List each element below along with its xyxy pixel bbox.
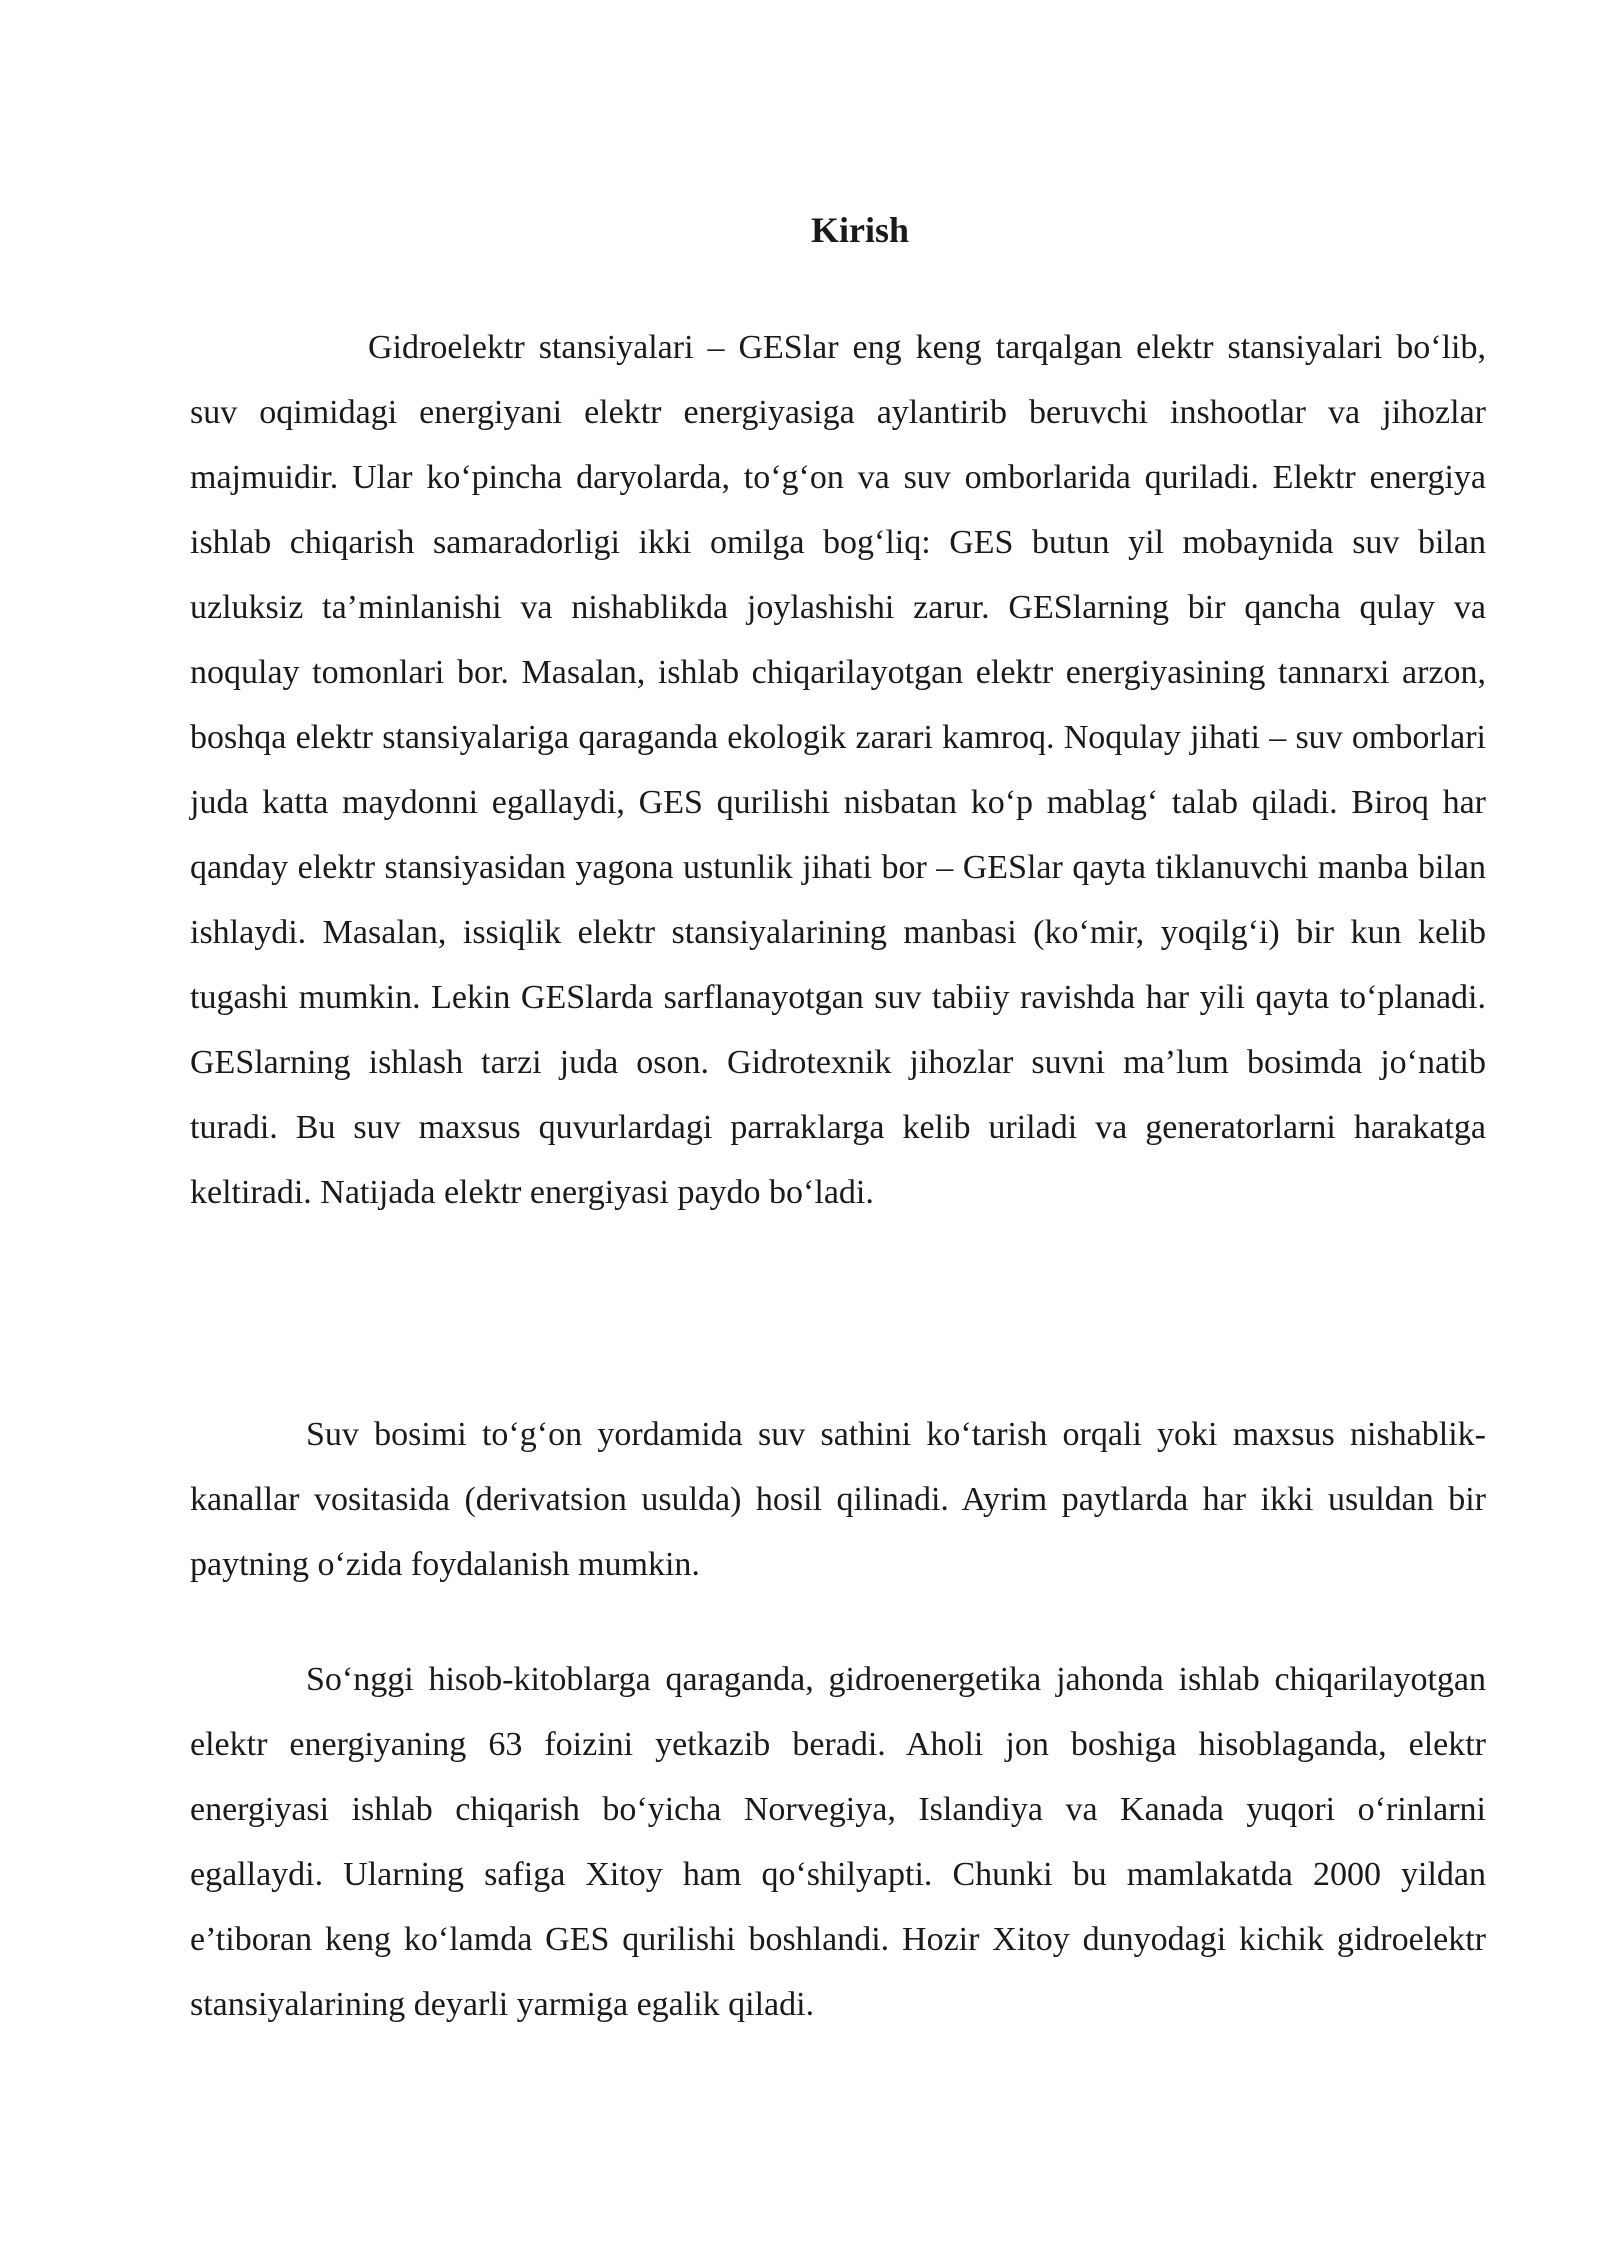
paragraph-intro: Gidroelektr stansiyalari – GESlar eng keng tarqalgan elektr stansiyalari bo‘lib, suv oqimidagi energiyani elektr energiyasiga aylantirib beruvchi inshootlar va jihozlar majmuidir. Ular ko‘pincha daryolarda, to‘g‘on va suv omborlarida quriladi. Elektr energiya ishlab chiqarish samaradorligi ikki omilga bog‘liq: GES butun yil mobaynida suv bilan uzluksiz ta’minlanishi va nishablikda joylashishi zarur. GESlarning bir qancha qulay va noqulay tomonlari bor. Masalan, ishlab chiqarilayotgan elektr energiyasining tannarxi arzon, boshqa elektr stansiyalariga qaraganda ekologik zarari kamroq. Noqulay jihati – suv omborlari juda katta maydonni egallaydi, GES qurilishi nisbatan ko‘p mablag‘ talab qiladi. Biroq har qanday elektr stansiyasidan yagona ustunlik jihati bor – GESlar qayta tiklanuvchi manba bilan ishlaydi. Masalan, issiqlik elektr stansiyalarining manbasi (ko‘mir, yoqilg‘i) bir kun kelib tugashi mumkin. Lekin GESlarda sarflanayotgan suv tabiiy ravishda har yili qayta to‘planadi. GESlarning ishlash tarzi juda oson. Gidrotexnik jihozlar suvni ma’lum bosimda jo‘natib turadi. Bu suv maxsus quvurlardagi parraklarga kelib uriladi va generatorlarni harakatga keltiradi. Natijada elektr energiyasi paydo bo‘ladi. [190, 329, 1486, 1211]
paragraph-statistics: So‘nggi hisob-kitoblarga qaraganda, gidroenergetika jahonda ishlab chiqarilayotgan elektr energiyaning 63 foizini yetkazib beradi. Aholi jon boshiga hisoblaganda, elektr energiyasi ishlab chiqarish bo‘yicha Norvegiya, Islandiya va Kanada yuqori o‘rinlarni egallaydi. Ularning safiga Xitoy ham qo‘shilyapti. Chunki bu mamlakatda 2000 yildan e’tiboran keng ko‘lamda GES qurilishi boshlandi. Hozir Xitoy dunyodagi kichik gidroelektr stansiyalarining deyarli yarmiga egalik qiladi. [190, 1661, 1486, 2023]
paragraph-water-pressure: Suv bosimi to‘g‘on yordamida suv sathini ko‘tarish orqali yoki maxsus nishablik-kanallar vositasida (derivatsion usulda) hosil qilinadi. Ayrim paytlarda har ikki usuldan bir paytning o‘zida foydalanish mumkin. [190, 1416, 1486, 1583]
page-title: Kirish [810, 210, 909, 250]
